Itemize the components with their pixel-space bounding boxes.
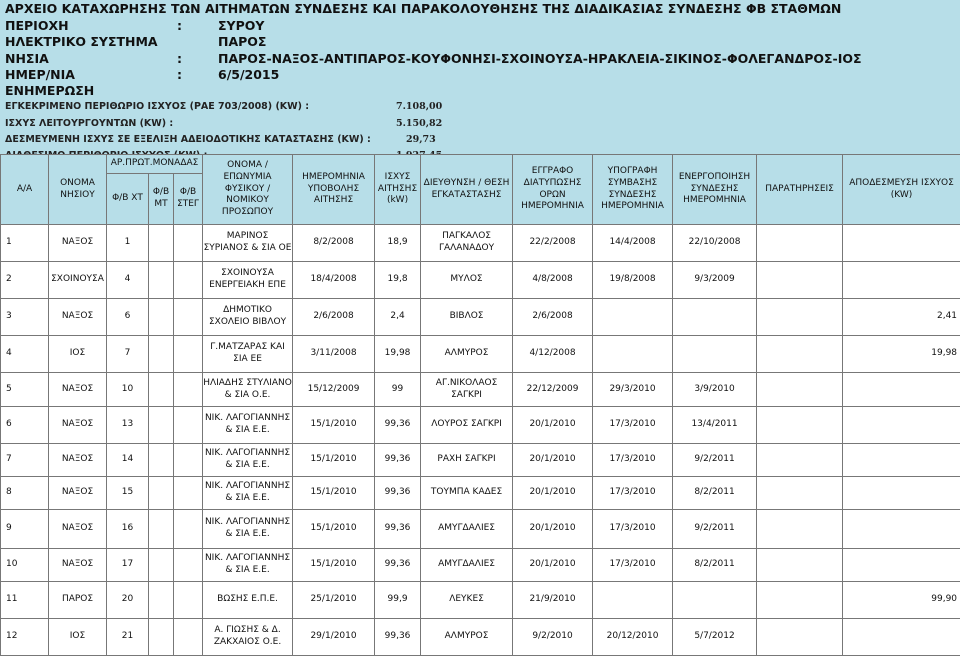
cell-name: ΝΙΚ. ΛΑΓΟΓΙΑΝΝΗΣ & ΣΙΑ Ε.Ε. — [203, 407, 293, 444]
cell-aa: 8 — [1, 477, 49, 510]
date-label: ΗΜΕΡ/ΝΙΑ — [5, 67, 75, 82]
cell-address: ΑΛΜΥΡΟΣ — [421, 336, 513, 373]
cell-release: 99,90 — [843, 582, 960, 619]
header-panel — [0, 0, 960, 154]
cell-fb-steg — [174, 262, 203, 299]
update-label: ΕΝΗΜΕΡΩΣΗ — [5, 83, 95, 98]
approved-margin-value: 7.108,00 — [396, 101, 443, 112]
cell-fb-xt: 17 — [107, 549, 149, 582]
cell-fb-steg — [174, 373, 203, 407]
col-power: ΙΣΧΥΣ ΑΙΤΗΣΗΣ (kW) — [375, 155, 421, 225]
cell-fb-xt: 20 — [107, 582, 149, 619]
system-label: ΗΛΕΚΤΡΙΚΟ ΣΥΣΤΗΜΑ — [5, 34, 158, 49]
cell-fb-mt — [149, 299, 174, 336]
col-island: ΟΝΟΜΑ ΝΗΣΙΟΥ — [49, 155, 107, 225]
colon: : — [177, 51, 182, 66]
cell-contract-date: 29/3/2010 — [593, 373, 673, 407]
cell-contract-date: 20/12/2010 — [593, 619, 673, 656]
cell-address: ΠΑΓΚΑΛΟΣ ΓΑΛΑΝΑΔΟΥ — [421, 225, 513, 262]
cell-name: ΗΛΙΑΔΗΣ ΣΤΥΛΙΑΝΟ & ΣΙΑ Ο.Ε. — [203, 373, 293, 407]
cell-power: 19,8 — [375, 262, 421, 299]
cell-fb-xt: 7 — [107, 336, 149, 373]
col-terms-date: ΕΓΓΡΑΦΟ ΔΙΑΤΥΠΩΣΗΣ ΟΡΩΝ ΗΜΕΡΟΜΗΝΙΑ — [513, 155, 593, 225]
cell-fb-steg — [174, 225, 203, 262]
cell-power: 19,98 — [375, 336, 421, 373]
operating-power-value: 5.150,82 — [396, 118, 443, 129]
cell-fb-mt — [149, 373, 174, 407]
cell-fb-steg — [174, 299, 203, 336]
cell-fb-xt: 14 — [107, 444, 149, 477]
cell-submit-date: 8/2/2008 — [293, 225, 375, 262]
cell-power: 99,36 — [375, 407, 421, 444]
cell-name: ΝΙΚ. ΛΑΓΟΓΙΑΝΝΗΣ & ΣΙΑ Ε.Ε. — [203, 477, 293, 510]
cell-power: 99 — [375, 373, 421, 407]
cell-contract-date: 17/3/2010 — [593, 407, 673, 444]
col-remarks: ΠΑΡΑΤΗΡΗΣΕΙΣ — [757, 155, 843, 225]
cell-fb-mt — [149, 262, 174, 299]
cell-terms-date: 22/2/2008 — [513, 225, 593, 262]
cell-fb-xt: 1 — [107, 225, 149, 262]
document-title: ΑΡΧΕΙΟ ΚΑΤΑΧΩΡΗΣΗΣ ΤΩΝ ΑΙΤΗΜΑΤΩΝ ΣΥΝΔΕΣΗΣ ΚΑΙ ΠΑΡΑΚΟΛΟΥΘΗΣΗΣ ΤΗΣ ΔΙΑΔΙΚΑΣΙΑΣ ΣΥΝΔΕΣΗΣ ΦΒ ΣΤΑΘΜΩΝ — [5, 1, 842, 16]
cell-activation-date: 3/9/2010 — [673, 373, 757, 407]
cell-fb-xt: 13 — [107, 407, 149, 444]
cell-address: ΛΕΥΚΕΣ — [421, 582, 513, 619]
cell-release — [843, 510, 960, 549]
cell-contract-date: 17/3/2010 — [593, 444, 673, 477]
cell-name: ΒΩΣΗΣ Ε.Π.Ε. — [203, 582, 293, 619]
cell-remarks — [757, 299, 843, 336]
col-aa: Α/Α — [1, 155, 49, 225]
cell-release: 19,98 — [843, 336, 960, 373]
cell-aa: 2 — [1, 262, 49, 299]
cell-fb-xt: 10 — [107, 373, 149, 407]
cell-fb-steg — [174, 510, 203, 549]
cell-name: Γ.ΜΑΤΖΑΡΑΣ ΚΑΙ ΣΙΑ ΕΕ — [203, 336, 293, 373]
cell-remarks — [757, 510, 843, 549]
cell-fb-mt — [149, 582, 174, 619]
date-value: 6/5/2015 — [218, 67, 280, 82]
table-row — [1, 510, 960, 549]
cell-island: ΝΑΞΟΣ — [49, 510, 107, 549]
cell-remarks — [757, 477, 843, 510]
cell-name: Α. ΓΙΩΣΗΣ & Δ. ΖΑΚΧΑΙΟΣ Ο.Ε. — [203, 619, 293, 656]
cell-activation-date — [673, 336, 757, 373]
table-row — [1, 299, 960, 336]
cell-name: ΔΗΜΟΤΙΚΟ ΣΧΟΛΕΙΟ ΒΙΒΛΟΥ — [203, 299, 293, 336]
cell-name: ΝΙΚ. ΛΑΓΟΓΙΑΝΝΗΣ & ΣΙΑ Ε.Ε. — [203, 549, 293, 582]
cell-fb-mt — [149, 225, 174, 262]
cell-submit-date: 2/6/2008 — [293, 299, 375, 336]
cell-address: ΡΑΧΗ ΣΑΓΚΡΙ — [421, 444, 513, 477]
cell-terms-date: 20/1/2010 — [513, 407, 593, 444]
cell-contract-date: 17/3/2010 — [593, 510, 673, 549]
cell-island: ΙΟΣ — [49, 336, 107, 373]
cell-release — [843, 444, 960, 477]
table-row — [1, 225, 960, 262]
cell-aa: 4 — [1, 336, 49, 373]
cell-island: ΣΧΟΙΝΟΥΣΑ — [49, 262, 107, 299]
cell-contract-date: 17/3/2010 — [593, 477, 673, 510]
col-submit-date: ΗΜΕΡΟΜΗΝΙΑ ΥΠΟΒΟΛΗΣ ΑΙΤΗΣΗΣ — [293, 155, 375, 225]
cell-remarks — [757, 336, 843, 373]
cell-fb-xt: 16 — [107, 510, 149, 549]
cell-fb-steg — [174, 336, 203, 373]
cell-contract-date — [593, 299, 673, 336]
cell-island: ΝΑΞΟΣ — [49, 549, 107, 582]
cell-contract-date: 14/4/2008 — [593, 225, 673, 262]
col-fb-xt: Φ/Β ΧΤ — [107, 174, 149, 225]
cell-aa: 7 — [1, 444, 49, 477]
cell-fb-xt: 6 — [107, 299, 149, 336]
cell-terms-date: 4/8/2008 — [513, 262, 593, 299]
table-row — [1, 444, 960, 477]
cell-island: ΠΑΡΟΣ — [49, 582, 107, 619]
table-row — [1, 407, 960, 444]
cell-aa: 10 — [1, 549, 49, 582]
cell-power: 99,36 — [375, 477, 421, 510]
cell-remarks — [757, 225, 843, 262]
col-release: ΑΠΟΔΕΣΜΕΥΣΗ ΙΣΧΥΟΣ (KW) — [843, 155, 960, 225]
table-row — [1, 373, 960, 407]
cell-submit-date: 3/11/2008 — [293, 336, 375, 373]
cell-submit-date: 15/1/2010 — [293, 510, 375, 549]
cell-submit-date: 15/1/2010 — [293, 444, 375, 477]
cell-terms-date: 9/2/2010 — [513, 619, 593, 656]
cell-fb-steg — [174, 477, 203, 510]
cell-submit-date: 15/1/2010 — [293, 477, 375, 510]
cell-power: 99,9 — [375, 582, 421, 619]
cell-activation-date — [673, 299, 757, 336]
cell-aa: 5 — [1, 373, 49, 407]
islands-value: ΠΑΡΟΣ-ΝΑΞΟΣ-ΑΝΤΙΠΑΡΟΣ-ΚΟΥΦΟΝΗΣΙ-ΣΧΟΙΝΟΥΣΑ-ΗΡΑΚΛΕΙΑ-ΣΙΚΙΝΟΣ-ΦΟΛΕΓΑΝΔΡΟΣ-ΙΟΣ — [218, 51, 862, 66]
cell-terms-date: 20/1/2010 — [513, 477, 593, 510]
reserved-power-value: 29,73 — [406, 134, 436, 145]
cell-fb-steg — [174, 407, 203, 444]
cell-fb-mt — [149, 619, 174, 656]
colon: : — [177, 67, 182, 82]
cell-fb-xt: 4 — [107, 262, 149, 299]
cell-address: ΛΟΥΡΟΣ ΣΑΓΚΡΙ — [421, 407, 513, 444]
cell-power: 99,36 — [375, 549, 421, 582]
cell-terms-date: 20/1/2010 — [513, 549, 593, 582]
cell-release — [843, 225, 960, 262]
cell-remarks — [757, 373, 843, 407]
cell-contract-date: 19/8/2008 — [593, 262, 673, 299]
cell-release — [843, 549, 960, 582]
cell-address: ΜΥΛΟΣ — [421, 262, 513, 299]
cell-aa: 9 — [1, 510, 49, 549]
table-row — [1, 619, 960, 656]
cell-name: ΝΙΚ. ΛΑΓΟΓΙΑΝΝΗΣ & ΣΙΑ Ε.Ε. — [203, 510, 293, 549]
cell-island: ΝΑΞΟΣ — [49, 444, 107, 477]
cell-submit-date: 15/1/2010 — [293, 407, 375, 444]
cell-terms-date: 20/1/2010 — [513, 510, 593, 549]
cell-remarks — [757, 582, 843, 619]
cell-release — [843, 262, 960, 299]
islands-label: ΝΗΣΙΑ — [5, 51, 49, 66]
cell-name: ΣΧΟΙΝΟΥΣΑ ΕΝΕΡΓΕΙΑΚΗ ΕΠΕ — [203, 262, 293, 299]
system-value: ΠΑΡΟΣ — [218, 34, 267, 49]
col-contract-date: ΥΠΟΓΡΑΦΗ ΣΥΜΒΑΣΗΣ ΣΥΝΔΕΣΗΣ ΗΜΕΡΟΜΗΝΙΑ — [593, 155, 673, 225]
table-row — [1, 262, 960, 299]
cell-island: ΝΑΞΟΣ — [49, 299, 107, 336]
cell-fb-mt — [149, 510, 174, 549]
col-address: ΔΙΕΥΘΥΝΣΗ / ΘΕΣΗ ΕΓΚΑΤΑΣΤΑΣΗΣ — [421, 155, 513, 225]
cell-activation-date: 22/10/2008 — [673, 225, 757, 262]
cell-aa: 6 — [1, 407, 49, 444]
cell-fb-xt: 15 — [107, 477, 149, 510]
cell-island: ΙΟΣ — [49, 619, 107, 656]
cell-fb-steg — [174, 549, 203, 582]
reserved-power-label: ΔΕΣΜΕΥΜΕΝΗ ΙΣΧΥΣ ΣΕ ΕΞΕΛΙΞΗ ΑΔΕΙΟΔΟΤΙΚΗΣ ΚΑΤΑΣΤΑΣΗΣ (KW) : — [5, 134, 371, 145]
cell-activation-date: 13/4/2011 — [673, 407, 757, 444]
region-label: ΠΕΡΙΟΧΗ — [5, 18, 69, 33]
cell-terms-date: 20/1/2010 — [513, 444, 593, 477]
cell-island: ΝΑΞΟΣ — [49, 407, 107, 444]
cell-remarks — [757, 444, 843, 477]
cell-fb-steg — [174, 619, 203, 656]
col-activation-date: ΕΝΕΡΓΟΠΟΙΗΣΗ ΣΥΝΔΕΣΗΣ ΗΜΕΡΟΜΗΝΙΑ — [673, 155, 757, 225]
cell-power: 18,9 — [375, 225, 421, 262]
cell-fb-xt: 21 — [107, 619, 149, 656]
cell-address: ΑΓ.ΝΙΚΟΛΑΟΣ ΣΑΓΚΡΙ — [421, 373, 513, 407]
table-row — [1, 336, 960, 373]
cell-remarks — [757, 549, 843, 582]
table-row — [1, 582, 960, 619]
cell-aa: 1 — [1, 225, 49, 262]
cell-power: 2,4 — [375, 299, 421, 336]
cell-island: ΝΑΞΟΣ — [49, 373, 107, 407]
cell-submit-date: 15/12/2009 — [293, 373, 375, 407]
cell-fb-steg — [174, 444, 203, 477]
approved-margin-label: ΕΓΚΕΚΡΙΜΕΝΟ ΠΕΡΙΘΩΡΙΟ ΙΣΧΥΟΣ (ΡΑΕ 703/2008) (KW) : — [5, 101, 310, 112]
cell-activation-date: 8/2/2011 — [673, 477, 757, 510]
cell-fb-steg — [174, 582, 203, 619]
cell-power: 99,36 — [375, 510, 421, 549]
cell-submit-date: 29/1/2010 — [293, 619, 375, 656]
cell-island: ΝΑΞΟΣ — [49, 477, 107, 510]
table-row — [1, 477, 960, 510]
cell-remarks — [757, 407, 843, 444]
cell-remarks — [757, 262, 843, 299]
cell-submit-date: 25/1/2010 — [293, 582, 375, 619]
operating-power-label: ΙΣΧΥΣ ΛΕΙΤΟΥΡΓΟΥΝΤΩΝ (KW) : — [5, 118, 174, 129]
cell-address: ΤΟΥΜΠΑ ΚΑΔΕΣ — [421, 477, 513, 510]
cell-fb-mt — [149, 407, 174, 444]
cell-contract-date — [593, 336, 673, 373]
col-fb-steg: Φ/Β ΣΤΕΓ — [174, 174, 203, 225]
cell-power: 99,36 — [375, 619, 421, 656]
col-unit-group: ΑΡ.ΠΡΩΤ.ΜΟΝΑΔΑΣ — [107, 155, 203, 174]
cell-activation-date: 9/2/2011 — [673, 444, 757, 477]
col-name: ΟΝΟΜΑ / ΕΠΩΝΥΜΙΑ ΦΥΣΙΚΟΥ / ΝΟΜΙΚΟΥ ΠΡΟΣΩΠΟΥ — [203, 155, 293, 225]
cell-aa: 11 — [1, 582, 49, 619]
cell-fb-mt — [149, 336, 174, 373]
cell-contract-date: 17/3/2010 — [593, 549, 673, 582]
cell-terms-date: 2/6/2008 — [513, 299, 593, 336]
cell-submit-date: 15/1/2010 — [293, 549, 375, 582]
cell-island: ΝΑΞΟΣ — [49, 225, 107, 262]
cell-activation-date: 9/3/2009 — [673, 262, 757, 299]
cell-release — [843, 407, 960, 444]
cell-release — [843, 477, 960, 510]
cell-terms-date: 21/9/2010 — [513, 582, 593, 619]
cell-remarks — [757, 619, 843, 656]
cell-address: ΑΛΜΥΡΟΣ — [421, 619, 513, 656]
cell-address: ΒΙΒΛΟΣ — [421, 299, 513, 336]
region-value: ΣΥΡΟΥ — [218, 18, 265, 33]
cell-activation-date — [673, 582, 757, 619]
table-row — [1, 549, 960, 582]
cell-fb-mt — [149, 444, 174, 477]
cell-fb-mt — [149, 549, 174, 582]
cell-submit-date: 18/4/2008 — [293, 262, 375, 299]
cell-activation-date: 5/7/2012 — [673, 619, 757, 656]
cell-name: ΜΑΡΙΝΟΣ ΣΥΡΙΑΝΟΣ & ΣΙΑ ΟΕ — [203, 225, 293, 262]
cell-contract-date — [593, 582, 673, 619]
cell-power: 99,36 — [375, 444, 421, 477]
cell-aa: 12 — [1, 619, 49, 656]
header-row-top — [1, 155, 960, 174]
cell-release — [843, 619, 960, 656]
applications-table — [0, 154, 960, 656]
cell-fb-mt — [149, 477, 174, 510]
col-fb-mt: Φ/Β ΜΤ — [149, 174, 174, 225]
cell-release: 2,41 — [843, 299, 960, 336]
cell-address: ΑΜΥΓΔΑΛΙΕΣ — [421, 510, 513, 549]
cell-aa: 3 — [1, 299, 49, 336]
cell-terms-date: 22/12/2009 — [513, 373, 593, 407]
cell-release — [843, 373, 960, 407]
colon: : — [177, 18, 182, 33]
cell-activation-date: 9/2/2011 — [673, 510, 757, 549]
cell-address: ΑΜΥΓΔΑΛΙΕΣ — [421, 549, 513, 582]
cell-name: ΝΙΚ. ΛΑΓΟΓΙΑΝΝΗΣ & ΣΙΑ Ε.Ε. — [203, 444, 293, 477]
cell-terms-date: 4/12/2008 — [513, 336, 593, 373]
cell-activation-date: 8/2/2011 — [673, 549, 757, 582]
